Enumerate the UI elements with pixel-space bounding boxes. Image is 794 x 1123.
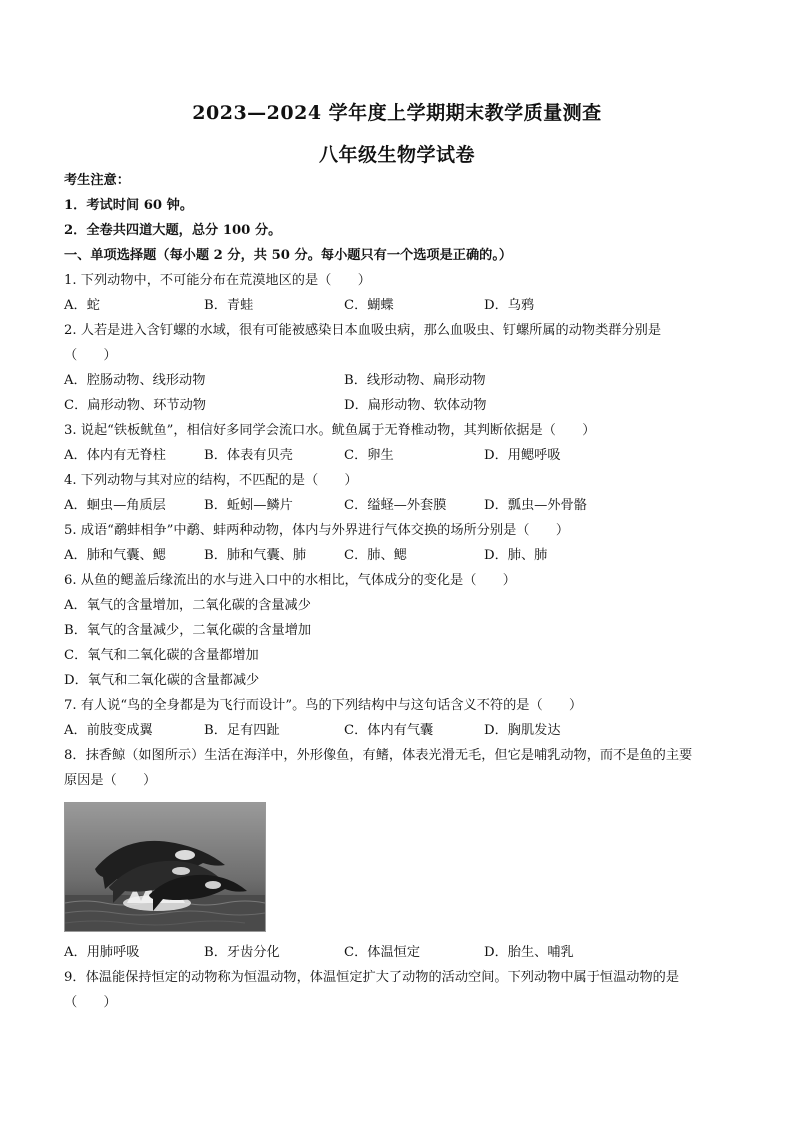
question-1-option-a: A．蛇	[64, 298, 100, 313]
question-1-stem: 1. 下列动物中，不可能分布在荒漠地区的是（ ）	[64, 273, 371, 288]
question-4-option-d: D．瓢虫—外骨骼	[484, 498, 587, 513]
question-5-option-b: B．肺和气囊、肺	[204, 548, 307, 563]
question-5-stem: 5. 成语“鹬蚌相争”中鹬、蚌两种动物，体内与外界进行气体交换的场所分别是（ ）	[64, 523, 570, 538]
question-7-option-c: C．体内有气囊	[344, 723, 434, 738]
question-3-stem: 3. 说起“铁板鱿鱼”，相信好多同学会流口水。鱿鱼属于无脊椎动物，其判断依据是（ ）	[64, 423, 596, 438]
question-1-option-d: D．乌鸦	[484, 298, 535, 313]
question-3-option-b: B．体表有贝壳	[204, 448, 293, 463]
question-7-stem: 7. 有人说“鸟的全身都是为飞行而设计”。鸟的下列结构中与这句话含义不符的是（ ）	[64, 698, 583, 713]
question-4-option-b: B．蚯蚓—鳞片	[204, 498, 293, 513]
question-7-option-d: D．胸肌发达	[484, 723, 561, 738]
question-3-option-d: D．用鳃呼吸	[484, 448, 561, 463]
question-8-option-c: C．体温恒定	[344, 945, 421, 960]
question-7-option-b: B．足有四趾	[204, 723, 280, 738]
question-8-option-d: D．胎生、哺乳	[484, 945, 574, 960]
question-4-option-c: C．缢蛏—外套膜	[344, 498, 447, 513]
section-heading: 一、单项选择题（每小题 2 分，共 50 分。每小题只有一个选项是正确的。）	[64, 248, 513, 263]
question-2-option-c: C．扁形动物、环节动物	[64, 398, 206, 413]
question-9-stem-cont: （ ）	[64, 995, 117, 1010]
exam-title: 2023—2024 学年度上学期期末教学质量测查	[192, 102, 602, 124]
question-6-stem: 6. 从鱼的鳃盖后缘流出的水与进入口中的水相比，气体成分的变化是（ ）	[64, 573, 516, 588]
question-8-option-a: A．用肺呼吸	[64, 945, 140, 960]
question-8-stem-cont: 原因是（ ）	[64, 773, 157, 788]
question-2-stem: 2. 人若是进入含钉螺的水域，很有可能被感染日本血吸虫病，那么血吸虫、钉螺所属的动物类群分别是	[64, 323, 662, 338]
notice-item-1: 1．考试时间 60 钟。	[64, 198, 194, 213]
question-6-option-d: D．氧气和二氧化碳的含量都减少	[64, 673, 260, 688]
whale-photo	[64, 802, 266, 932]
question-2-option-b: B．线形动物、扁形动物	[344, 373, 486, 388]
question-8-stem: 8．抹香鲸（如图所示）生活在海洋中，外形像鱼，有鳍，体表光滑无毛，但它是哺乳动物，而不是鱼的主要	[64, 748, 693, 763]
question-6-option-b: B．氧气的含量减少，二氧化碳的含量增加	[64, 623, 312, 638]
question-6-option-c: C．氧气和二氧化碳的含量都增加	[64, 648, 259, 663]
exam-subtitle: 八年级生物学试卷	[318, 144, 475, 166]
question-5-option-d: D．肺、肺	[484, 548, 548, 563]
question-5-option-c: C．肺、鳃	[344, 548, 407, 563]
question-9-stem: 9．体温能保持恒定的动物称为恒温动物，体温恒定扩大了动物的活动空间。下列动物中属于恒温动物的是	[64, 970, 680, 985]
question-1-option-b: B．青蛙	[204, 298, 254, 313]
question-2-option-d: D．扁形动物、软体动物	[344, 398, 487, 413]
question-4-option-a: A．蛔虫—角质层	[64, 498, 166, 513]
question-3-option-a: A．体内有无脊柱	[64, 448, 166, 463]
question-3-option-c: C．卵生	[344, 448, 394, 463]
question-7-option-a: A．前肢变成翼	[64, 723, 153, 738]
question-1-option-c: C．蝴蝶	[344, 298, 394, 313]
question-2-option-a: A．腔肠动物、线形动物	[64, 373, 206, 388]
notice-item-2: 2．全卷共四道大题，总分 100 分。	[64, 223, 282, 238]
notice-heading: 考生注意：	[64, 173, 130, 188]
question-5-option-a: A．肺和气囊、鳃	[64, 548, 166, 563]
question-6-option-a: A．氧气的含量增加，二氧化碳的含量减少	[64, 598, 311, 613]
question-4-stem: 4. 下列动物与其对应的结构，不匹配的是（ ）	[64, 473, 358, 488]
question-8-option-b: B．牙齿分化	[204, 945, 280, 960]
question-2-stem-cont: （ ）	[64, 348, 117, 363]
